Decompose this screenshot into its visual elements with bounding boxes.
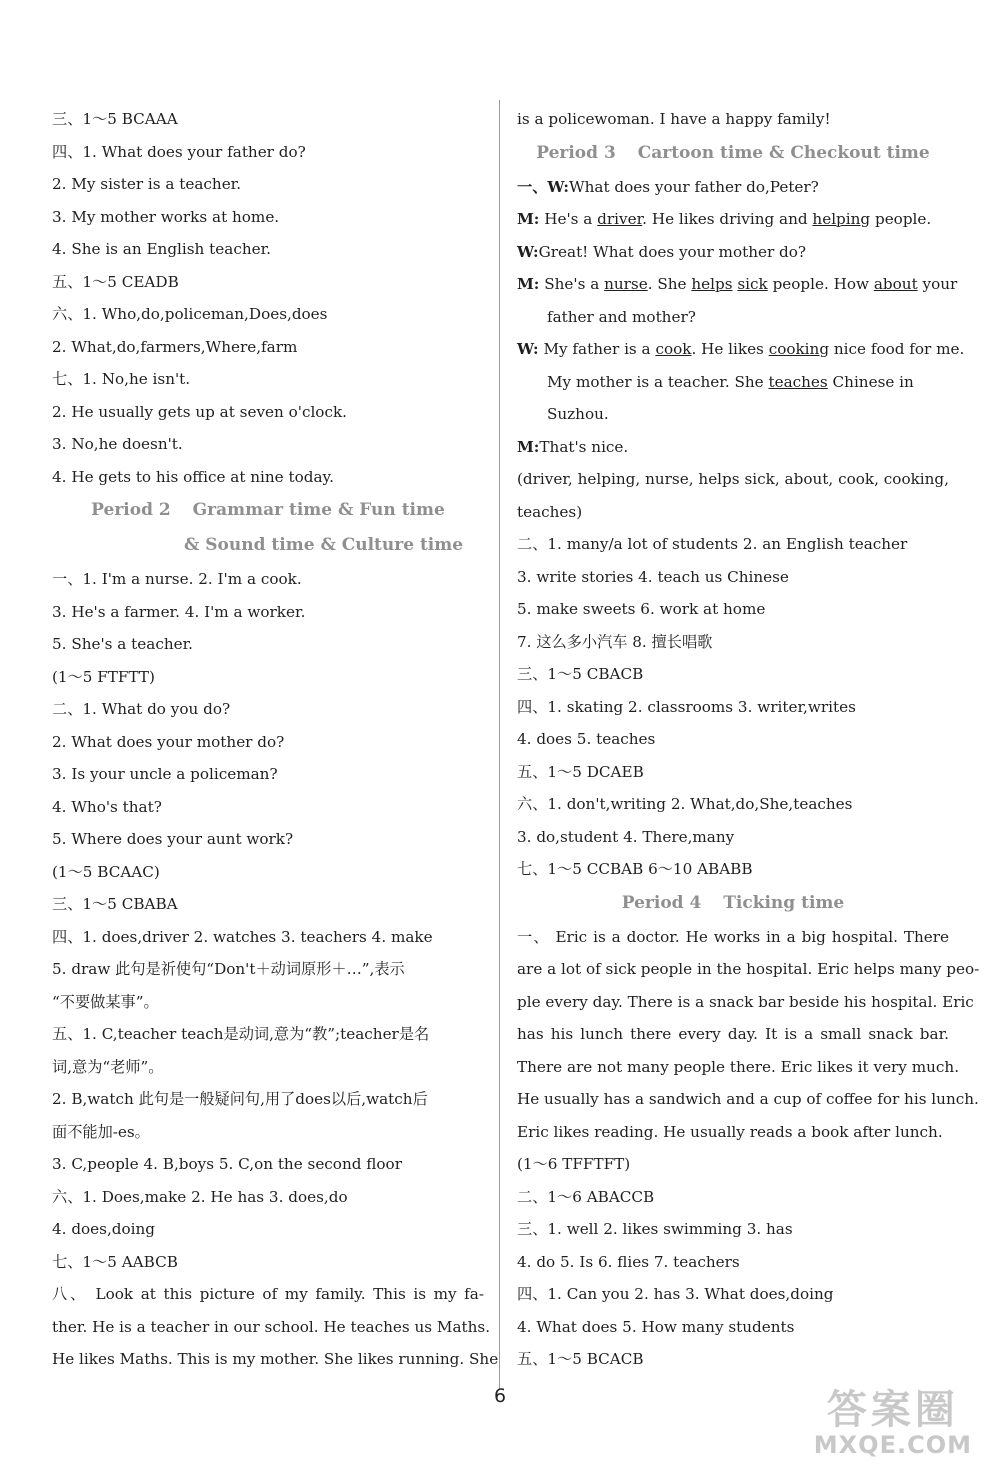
answer-line: 五、1. C,teacher teach是动词,意为“教”;teacher是名 [52, 1025, 430, 1043]
answer-line: 3. My mother works at home. [52, 207, 280, 226]
dialogue-line [517, 268, 958, 301]
underlined-answer: about [873, 275, 918, 293]
heading-title: Grammar time & Fun time [192, 500, 445, 520]
dialogue-line [517, 171, 949, 204]
dialogue-text: He's a [544, 210, 598, 228]
underlined-answer: nurse [604, 275, 648, 293]
answer-line: 3. do,student 4. There,many [517, 827, 735, 846]
heading-period-label: Period 3 [536, 142, 616, 163]
section-heading-period4 [517, 886, 949, 921]
dialogue-text: What does your father do,Peter? [569, 177, 819, 196]
answer-line: 五、1～5 DCAEB [517, 762, 644, 781]
speaker-label: M: [517, 437, 540, 456]
answer-line: 4. What does 5. How many students [517, 1317, 795, 1336]
answer-line: “不要做某事”。 [52, 992, 159, 1011]
answer-line: 3. No,he doesn't. [52, 435, 183, 453]
dialogue-text: nice food for me. [829, 340, 965, 358]
heading-period-label: Period 2 [91, 500, 171, 520]
answer-line: 词,意为“老师”。 [52, 1057, 164, 1076]
underlined-answer: cook [655, 340, 692, 358]
speaker-label: M: [517, 275, 540, 293]
underlined-answer: helps [691, 275, 733, 293]
dialogue-line [517, 333, 965, 366]
section-heading-period2-cont [52, 528, 484, 563]
page-number: 6 [493, 1385, 507, 1407]
watermark-logo [814, 1388, 972, 1458]
answer-line: (1～5 BCAAC) [52, 862, 160, 881]
passage-line: has his lunch there every day. It is a small snack bar. [517, 1025, 949, 1043]
speaker-label: W: [517, 242, 539, 261]
answer-line: 4. She is an English teacher. [52, 240, 272, 258]
answer-line: 5. draw 此句是祈使句“Don't＋动词原形＋…”,表示 [52, 960, 405, 978]
passage-line: 一、 Eric is a doctor. He works in a big hospital. There [517, 927, 949, 946]
answer-line: 5. make sweets 6. work at home [517, 600, 766, 618]
answer-line: 七、1. No,he isn't. [52, 370, 191, 388]
dialogue-line [517, 431, 949, 464]
dialogue-text: That's nice. [539, 437, 629, 456]
heading-title-cont: & Sound time & Culture time [184, 535, 464, 555]
left-column [52, 103, 499, 1376]
answer-line: 六、1. Who,do,policeman,Does,does [52, 305, 328, 323]
answer-line: 二、1～6 ABACCB [517, 1187, 655, 1206]
underlined-answer: driver [597, 210, 643, 228]
answer-line: 四、1. What does your father do? [52, 142, 306, 161]
answer-line: 4. does,doing [52, 1220, 156, 1238]
answer-line: 2. What does your mother do? [52, 732, 285, 751]
speaker-label: M: [517, 210, 540, 228]
passage-line: There are not many people there. Eric likes it very much. [517, 1057, 960, 1076]
answer-line: 四、1. Can you 2. has 3. What does,doing [517, 1285, 834, 1303]
dialogue-text: people. [870, 210, 932, 228]
answer-line: 四、1. skating 2. classrooms 3. writer,writes [517, 697, 856, 716]
answer-line: 六、1. Does,make 2. He has 3. does,do [52, 1187, 348, 1206]
heading-period-label: Period 4 [621, 892, 702, 913]
column-divider [499, 100, 500, 1390]
answer-line: 7. 这么多小汽车 8. 擅长唱歌 [517, 632, 713, 651]
dialogue-text: . He likes [691, 340, 769, 358]
dialogue-text: Chinese in [827, 372, 914, 391]
dialogue-text: . She [647, 275, 692, 293]
answer-line: 3. C,people 4. B,boys 5. C,on the second floor [52, 1155, 402, 1173]
underlined-answer: cooking [768, 340, 830, 358]
watermark-url: MXQE.COM [813, 1431, 972, 1459]
answer-line: 2. B,watch 此句是一般疑问句,用了does以后,watch后 [52, 1090, 428, 1108]
dialogue-text: She's a [544, 275, 605, 293]
answer-line: 二、1. many/a lot of students 2. an English teacher [517, 535, 908, 553]
dialogue-line [517, 366, 949, 399]
answer-line: 4. Who's that? [52, 797, 162, 816]
passage-line: ther. He is a teacher in our school. He teaches us Maths. [52, 1317, 491, 1336]
answer-line: 三、1～5 CBACB [517, 665, 644, 683]
answer-line: 一、1. I'm a nurse. 2. I'm a cook. [52, 570, 302, 588]
section-heading-period3 [517, 136, 949, 171]
answer-line: 4. does 5. teaches [517, 730, 656, 748]
dialogue-text: My mother is a teacher. She [547, 372, 769, 391]
dialogue-line [517, 236, 949, 269]
answer-line: 2. He usually gets up at seven o'clock. [52, 402, 347, 421]
answer-line: 3. write stories 4. teach us Chinese [517, 567, 789, 586]
answer-line: 2. What,do,farmers,Where,farm [52, 337, 298, 356]
answer-line: teaches) [517, 502, 583, 521]
answer-line: 面不能加-es。 [52, 1122, 150, 1141]
passage-line: are a lot of sick people in the hospital. Eric helps many peo- [517, 960, 980, 978]
answer-line: 五、1～5 CEADB [52, 272, 179, 291]
underlined-answer: sick [737, 275, 768, 293]
dialogue-text: . He likes driving and [642, 210, 813, 228]
answer-line: 三、1～5 CBABA [52, 895, 178, 913]
heading-title: Ticking time [723, 892, 845, 913]
answer-line: (1～6 TFFTFT) [517, 1155, 631, 1173]
dialogue-text: people. How [767, 275, 874, 293]
underlined-answer: helping [812, 210, 871, 228]
watermark-logo-text: 答案圈 [826, 1387, 959, 1433]
answer-line: 3. Is your uncle a policeman? [52, 765, 278, 783]
dialogue-text: My father is a [543, 340, 656, 358]
answer-line: (driver, helping, nurse, helps sick, about, cook, cooking, [517, 470, 949, 488]
answer-line: 五、1～5 BCACB [517, 1350, 644, 1368]
section-heading-period2 [52, 493, 484, 528]
answer-line: (1～5 FTFTT) [52, 667, 155, 686]
passage-line: is a policewoman. I have a happy family! [517, 110, 831, 128]
passage-line: He likes Maths. This is my mother. She likes running. She [52, 1350, 499, 1368]
answer-line: 六、1. don't,writing 2. What,do,She,teaches [517, 795, 853, 813]
right-column [517, 103, 980, 1376]
answer-line: 二、1. What do you do? [52, 700, 231, 718]
answer-line: 4. He gets to his office at nine today. [52, 467, 334, 486]
answer-line: 5. She's a teacher. [52, 635, 194, 653]
dialogue-text: your [917, 275, 958, 293]
passage-line: Eric likes reading. He usually reads a book after lunch. [517, 1122, 943, 1141]
passage-line: 八、 Look at this picture of my family. This is my fa- [52, 1285, 484, 1303]
answer-line: 三、1. well 2. likes swimming 3. has [517, 1220, 793, 1238]
speaker-label: W: [517, 340, 539, 358]
underlined-answer: teaches [768, 372, 828, 391]
answer-line: 四、1. does,driver 2. watches 3. teachers 4. make [52, 927, 433, 946]
dialogue-text: Great! What does your mother do? [538, 242, 807, 261]
speaker-label: 一、W: [517, 177, 570, 196]
answer-line: 2. My sister is a teacher. [52, 175, 242, 193]
dialogue-line: father and mother? [547, 307, 696, 326]
passage-line: ple every day. There is a snack bar beside his hospital. Eric [517, 992, 974, 1011]
dialogue-line: Suzhou. [547, 405, 609, 423]
answer-line: 三、1～5 BCAAA [52, 110, 178, 128]
answer-line: 5. Where does your aunt work? [52, 830, 294, 848]
answer-line: 3. He's a farmer. 4. I'm a worker. [52, 602, 306, 621]
answer-line: 七、1～5 CCBAB 6～10 ABABB [517, 860, 753, 878]
dialogue-line [517, 203, 949, 236]
passage-line: He usually has a sandwich and a cup of coffee for his lunch. [517, 1090, 979, 1108]
answer-line: 4. do 5. Is 6. flies 7. teachers [517, 1252, 740, 1271]
heading-title: Cartoon time & Checkout time [637, 142, 930, 163]
answer-line: 七、1～5 AABCB [52, 1252, 178, 1271]
